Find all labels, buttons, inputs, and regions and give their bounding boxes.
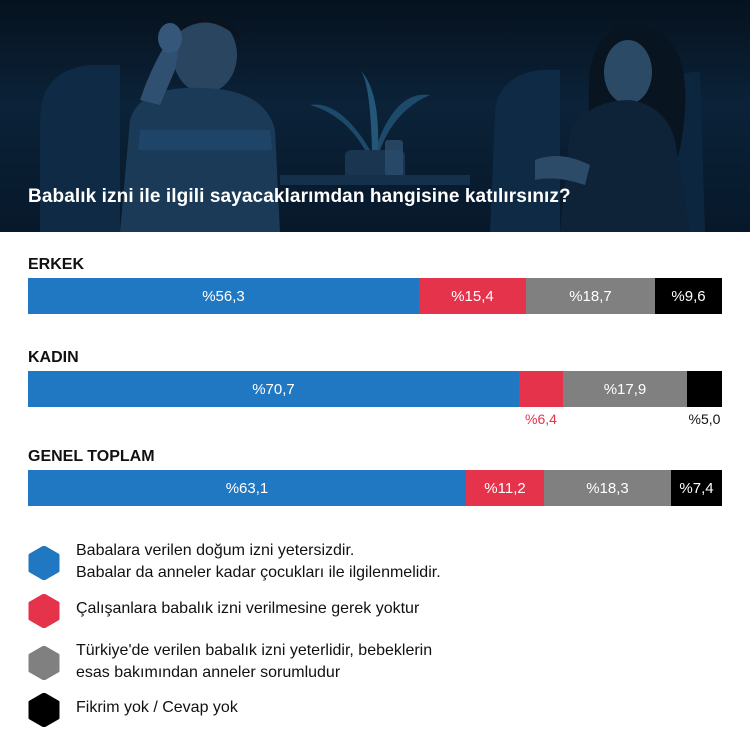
category-label: ERKEK — [28, 256, 85, 273]
legend-text — [76, 640, 716, 684]
stacked-bar — [28, 278, 722, 314]
category-label: KADIN — [28, 349, 79, 366]
legend-text — [76, 697, 716, 719]
bar-segment — [526, 278, 655, 314]
bar-segment — [563, 371, 687, 407]
header-photo — [0, 0, 750, 232]
data-label: %6,4 — [525, 411, 557, 427]
bar-segment — [28, 371, 519, 407]
data-label: %11,2 — [484, 479, 526, 497]
stacked-bar — [28, 371, 722, 407]
bar-segment — [466, 470, 544, 506]
bar-segment — [544, 470, 671, 506]
legend-marker-icon — [28, 693, 60, 727]
bar-segment — [671, 470, 722, 506]
legend-text — [76, 540, 716, 584]
bar-segment — [519, 371, 563, 407]
legend-line: Çalışanlara babalık izni verilmesine gerek yoktur — [76, 600, 420, 617]
data-label: %63,1 — [225, 479, 269, 497]
data-label: %18,7 — [569, 287, 612, 305]
data-label: %56,3 — [202, 287, 245, 305]
data-label: %5,0 — [688, 411, 721, 427]
stacked-bar — [28, 470, 722, 506]
data-label: %7,4 — [679, 479, 714, 497]
data-label: %17,9 — [603, 380, 647, 398]
legend-line: esas bakımından anneler sorumludur — [76, 664, 341, 681]
bar-segment — [419, 278, 526, 314]
data-label: %15,4 — [451, 287, 494, 305]
legend-text — [76, 598, 716, 620]
bar-segment — [655, 278, 722, 314]
bar-segment — [687, 371, 722, 407]
chart-title: Babalık izni ile ilgili sayacaklarımdan hangisine katılırsınız? — [28, 186, 571, 207]
legend-line: Türkiye'de verilen babalık izni yeterlidir, bebeklerin — [76, 642, 433, 659]
legend-marker-icon — [28, 594, 60, 628]
legend-line: Fikrim yok / Cevap yok — [76, 699, 238, 716]
legend-marker-icon — [28, 546, 60, 580]
category-label: GENEL TOPLAM — [28, 448, 155, 465]
legend-marker-icon — [28, 646, 60, 680]
data-label: %70,7 — [252, 380, 295, 398]
legend-line: Babalara verilen doğum izni yetersizdir. — [76, 542, 355, 559]
bar-segment — [28, 470, 466, 506]
data-label: %9,6 — [671, 287, 706, 305]
bar-segment — [28, 278, 419, 314]
data-label: %18,3 — [586, 479, 629, 497]
legend-line: Babalar da anneler kadar çocukları ile ilgilenmelidir. — [76, 564, 441, 581]
